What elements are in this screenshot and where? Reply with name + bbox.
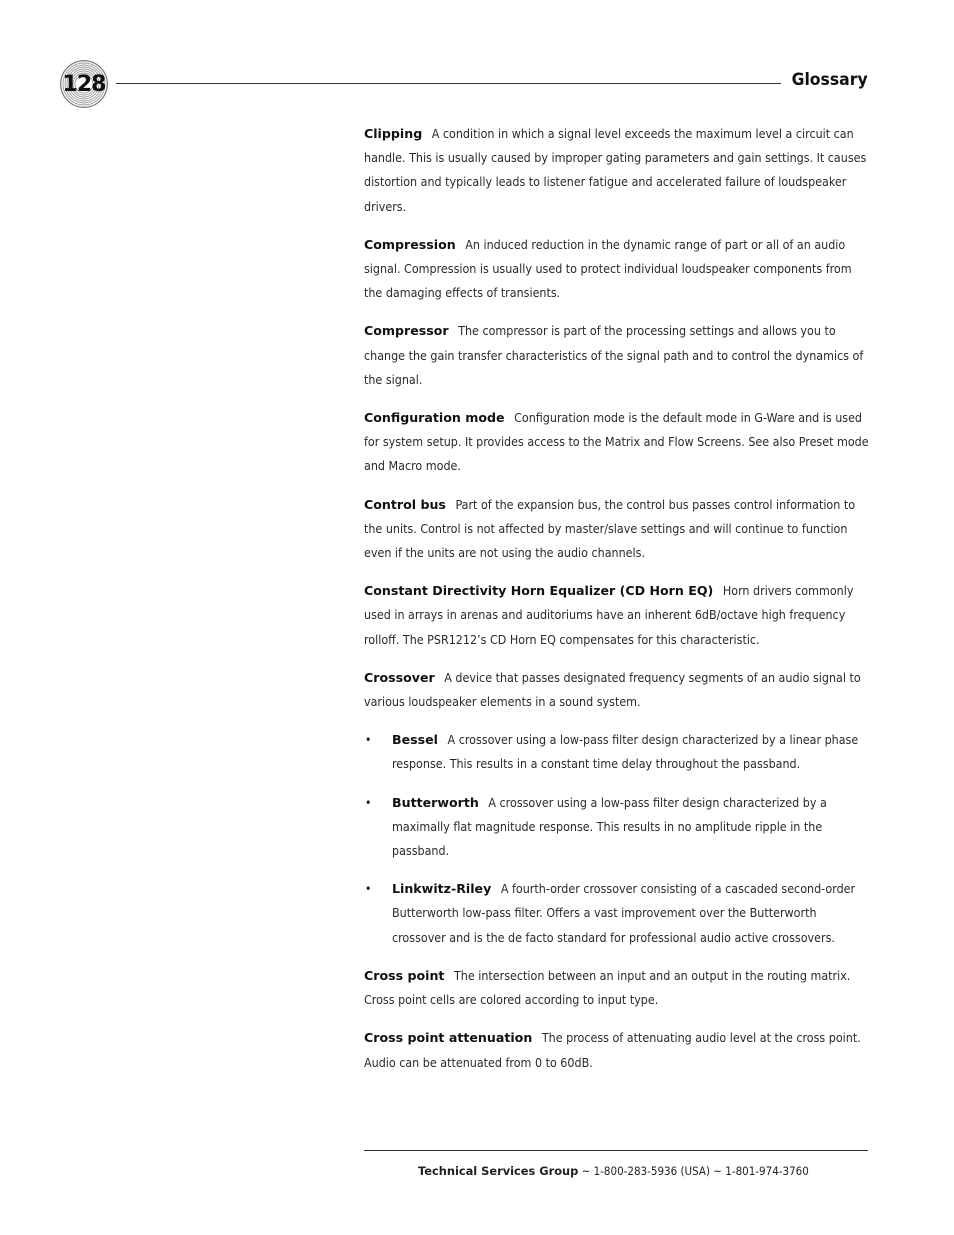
glossary-entry-cross-point xyxy=(364,964,869,1012)
glossary-entry-control-bus xyxy=(364,493,869,566)
glossary-entry-bessel xyxy=(365,728,869,776)
page-number: 128 xyxy=(62,71,106,97)
glossary-term: Bessel xyxy=(392,732,438,748)
glossary-term: Configuration mode xyxy=(364,410,505,426)
glossary-term: Compressor xyxy=(364,323,449,339)
glossary-term: Cross point attenuation xyxy=(364,1030,533,1046)
glossary-definition: A fourth-order crossover consisting of a cascaded second-order Butterworth low-pass filter. Offers a vast improvement over the Butterworth crossover and is the de facto standard for professional audio active crossovers. xyxy=(392,881,856,945)
footer-phone-intl: 1-801-974-3760 xyxy=(725,1164,809,1178)
glossary-entry-compressor xyxy=(364,319,869,392)
bullet-icon: • xyxy=(365,733,372,748)
glossary-definition: Horn drivers commonly used in arrays in arenas and auditoriums have an inherent 6dB/octave high frequency rolloff. The PSR1212’s CD Horn EQ compensates for this characteristic. xyxy=(364,583,854,647)
glossary-entry-cross-point-attenuation xyxy=(364,1026,869,1074)
glossary-term: Control bus xyxy=(364,496,446,512)
glossary-definition: Configuration mode is the default mode in G-Ware and is used for system setup. It provides access to the Matrix and Flow Screens. See also Preset mode and Macro mode. xyxy=(364,410,869,474)
glossary-definition: A crossover using a low-pass filter design characterized by a linear phase response. This results in a constant time delay throughout the passband. xyxy=(392,732,859,772)
bullet-icon: • xyxy=(365,795,372,810)
glossary-definition: The process of attenuating audio level at the cross point. Audio can be attenuated from 0 to 60dB. xyxy=(364,1030,861,1070)
glossary-definition: An induced reduction in the dynamic range of part or all of an audio signal. Compression is usually used to protect individual loudspeaker components from the damaging effects of transients. xyxy=(364,236,852,301)
glossary-entry-clipping xyxy=(364,122,869,219)
glossary-entry-configuration-mode xyxy=(364,406,869,479)
glossary-entry-compression xyxy=(364,233,869,306)
header-rule xyxy=(116,83,781,84)
glossary-entry-crossover xyxy=(364,666,869,714)
glossary-term: Butterworth xyxy=(392,794,479,810)
glossary-definition: Part of the expansion bus, the control bus passes control information to the units. Control is not affected by master/slave settings and will continue to function even if the units are not using the audio channels. xyxy=(364,496,856,561)
glossary-term: Constant Directivity Horn Equalizer (CD Horn EQ) xyxy=(364,583,714,599)
glossary-definition: A crossover using a low-pass filter design characterized by a maximally flat magnitude response. This results in no amplitude ripple in the passband. xyxy=(392,794,827,859)
glossary-term: Cross point xyxy=(364,967,445,983)
glossary-entry-butterworth xyxy=(365,791,869,864)
glossary-definition: A device that passes designated frequency segments of an audio signal to various loudspeaker elements in a sound system. xyxy=(364,669,861,710)
footer-separator: ~ xyxy=(581,1164,591,1178)
footer-contact xyxy=(418,1164,809,1178)
glossary-definition: A condition in which a signal level exceeds the maximum level a circuit can handle. This is usually caused by improper gating parameters and gain settings. It causes distortion and typically leads to listener fatigue and accelerated failure of loudspeaker drivers. xyxy=(364,126,867,214)
footer-phone-usa: 1-800-283-5936 (USA) xyxy=(593,1164,710,1178)
footer-organization: Technical Services Group xyxy=(418,1164,579,1178)
section-title: Glossary xyxy=(791,70,868,90)
glossary-term: Crossover xyxy=(364,669,435,685)
bullet-icon: • xyxy=(365,882,372,897)
glossary-definition: The intersection between an input and an output in the routing matrix. Cross point cells are colored according to input type. xyxy=(364,967,851,1008)
glossary-term: Linkwitz-Riley xyxy=(392,881,492,897)
glossary-entry-linkwitz-riley xyxy=(365,877,869,950)
glossary-term: Compression xyxy=(364,236,456,252)
glossary-entry-cd-horn-eq xyxy=(364,579,869,652)
footer-separator: ~ xyxy=(713,1164,722,1178)
glossary-term: Clipping xyxy=(364,126,423,141)
glossary-definition: The compressor is part of the processing settings and allows you to change the gain transfer characteristics of the signal path and to control the dynamics of the signal. xyxy=(364,323,864,387)
glossary-list xyxy=(364,122,869,1089)
footer-rule xyxy=(364,1150,868,1151)
